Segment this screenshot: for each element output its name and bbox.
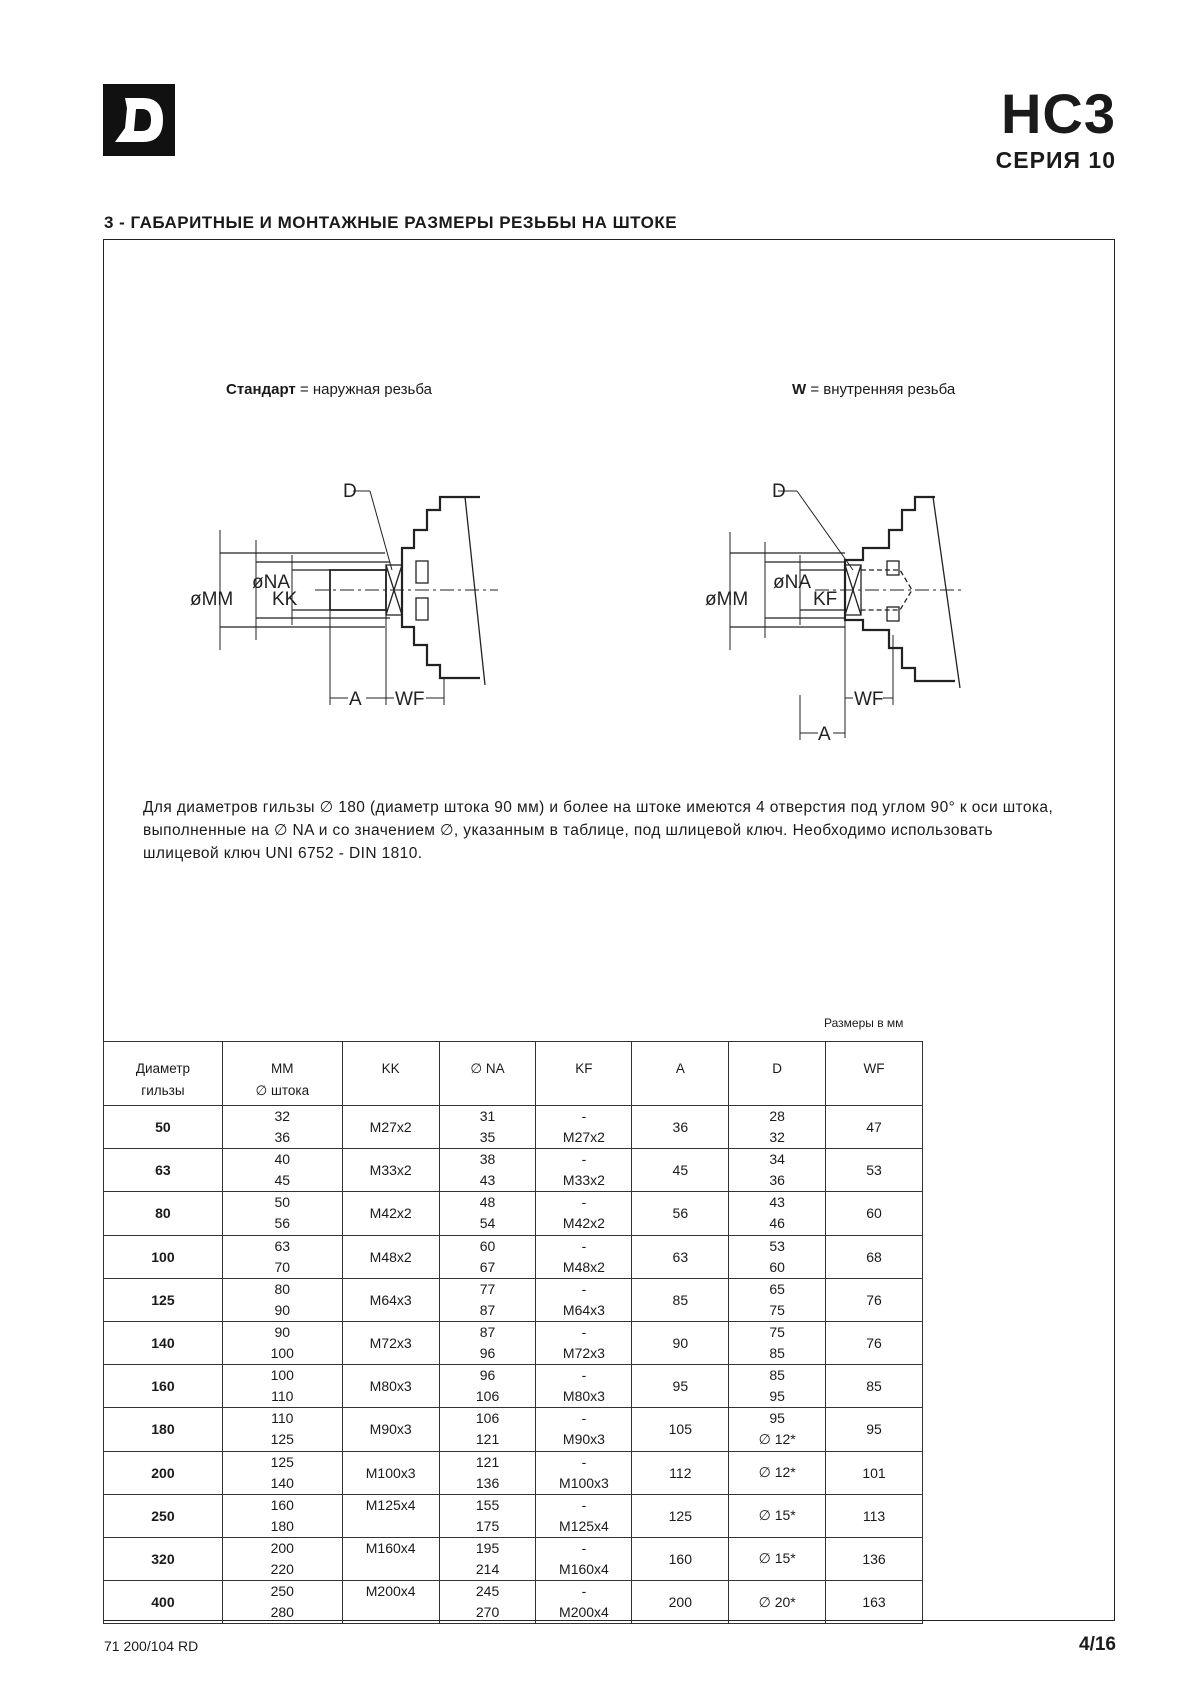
cell-bore <box>104 1537 223 1580</box>
table-row <box>104 1192 923 1235</box>
cell-a <box>632 1494 729 1537</box>
cell-mm-line1: 90 <box>274 1324 291 1341</box>
cell-kf-line1: - <box>581 1237 587 1254</box>
cell-na-line2: 54 <box>479 1215 496 1232</box>
header-mm-line1: MM <box>271 1061 294 1076</box>
cell-kf <box>536 1278 632 1321</box>
cell-a <box>632 1235 729 1278</box>
cell-kf-line1: - <box>581 1151 587 1168</box>
cell-mm-line1: 160 <box>270 1496 294 1513</box>
cell-d-line1: 43 <box>769 1194 785 1211</box>
cell-a-value: 63 <box>672 1248 689 1265</box>
table-row <box>104 1581 923 1624</box>
cell-mm-line2: 125 <box>270 1431 294 1448</box>
cell-kf <box>536 1494 632 1537</box>
cell-d <box>729 1321 826 1364</box>
cell-bore <box>104 1408 223 1451</box>
cell-a-value: 200 <box>668 1594 692 1611</box>
cell-kf-line1: - <box>581 1539 587 1556</box>
cell-wf-value: 60 <box>866 1205 882 1222</box>
cell-d-line1: 28 <box>769 1108 785 1125</box>
caption-w-bold: W <box>792 381 807 398</box>
cell-kk <box>342 1537 439 1580</box>
cell-kk-value: M48x2 <box>369 1248 412 1265</box>
header-bore-line2: гильзы <box>141 1083 185 1098</box>
cell-a <box>632 1537 729 1580</box>
cell-kk-value: M80x3 <box>369 1378 412 1395</box>
cell-kk-value: M42x2 <box>369 1205 412 1222</box>
cell-kf-line1: - <box>581 1453 587 1470</box>
cell-na-line2: 96 <box>479 1345 496 1362</box>
cell-bore-value: 50 <box>155 1119 171 1136</box>
company-logo <box>103 84 175 156</box>
cell-mm-line1: 80 <box>274 1280 291 1297</box>
cell-bore-value: 63 <box>155 1162 171 1179</box>
cell-wf <box>826 1192 923 1235</box>
cell-na-line2: 270 <box>475 1604 500 1621</box>
cell-bore-value: 320 <box>151 1550 175 1567</box>
cell-d <box>729 1192 826 1235</box>
cell-na <box>439 1106 536 1149</box>
cell-a <box>632 1149 729 1192</box>
table-body <box>104 1106 923 1624</box>
cell-d-value: ∅ 20* <box>758 1593 796 1610</box>
cell-kk <box>342 1451 439 1494</box>
cell-mm <box>222 1106 342 1149</box>
cell-d <box>729 1365 826 1408</box>
cell-na-line1: 106 <box>475 1410 500 1427</box>
cell-mm-line2: 36 <box>274 1129 291 1146</box>
table-row <box>104 1494 923 1537</box>
cell-bore <box>104 1106 223 1149</box>
cell-na <box>439 1235 536 1278</box>
cell-na-line2: 121 <box>475 1431 500 1448</box>
cell-mm-line2: 220 <box>270 1560 294 1577</box>
caption-standard <box>226 381 432 398</box>
cell-a-value: 112 <box>669 1464 692 1481</box>
cell-kk-value: M27x2 <box>369 1119 412 1136</box>
cell-kk <box>342 1235 439 1278</box>
cell-kk-value: M100x3 <box>365 1464 416 1481</box>
caption-standard-bold: Стандарт <box>226 381 296 398</box>
cell-d-line1: 95 <box>769 1410 785 1427</box>
header-bore-line1: Диаметр <box>135 1061 191 1076</box>
table-row <box>104 1451 923 1494</box>
cell-a-value: 56 <box>672 1205 689 1222</box>
cell-bore-value: 200 <box>151 1464 175 1481</box>
cell-mm-line1: 200 <box>270 1539 294 1556</box>
cell-mm-line2: 90 <box>274 1301 291 1318</box>
cell-mm-line1: 100 <box>270 1367 294 1384</box>
cell-d-value: ∅ 15* <box>758 1507 796 1524</box>
cell-wf-value: 136 <box>862 1550 886 1567</box>
cell-kf <box>536 1235 632 1278</box>
cell-a-value: 160 <box>668 1550 692 1567</box>
cell-kk <box>342 1581 439 1624</box>
cell-kf <box>536 1149 632 1192</box>
cell-a-value: 125 <box>668 1507 692 1524</box>
cell-a <box>632 1278 729 1321</box>
cell-bore <box>104 1235 223 1278</box>
drawing-external-thread <box>180 470 510 720</box>
cell-wf <box>826 1581 923 1624</box>
cell-d <box>729 1149 826 1192</box>
cell-na-line1: 96 <box>479 1367 496 1384</box>
cell-kf <box>536 1192 632 1235</box>
cell-kk-value: M160x4 <box>365 1539 416 1556</box>
cell-wf-value: 47 <box>866 1119 882 1136</box>
cell-bore-value: 180 <box>151 1421 175 1438</box>
cell-na-line2: 87 <box>479 1301 496 1318</box>
cell-wf-value: 85 <box>866 1378 882 1395</box>
cell-kk-value: M200x4 <box>365 1583 416 1600</box>
cell-d-line2: 32 <box>769 1129 785 1146</box>
cell-kf-line2: M125x4 <box>559 1517 609 1534</box>
cell-kk-value: M125x4 <box>365 1496 416 1513</box>
cell-mm-line2: 100 <box>270 1345 294 1362</box>
cell-d-value: ∅ 15* <box>758 1550 796 1567</box>
cell-d <box>729 1408 826 1451</box>
label-a: A <box>349 689 362 710</box>
cell-kf-line1: - <box>581 1280 587 1297</box>
label-mm: øMM <box>705 589 749 610</box>
cell-kf-line2: M90x3 <box>562 1431 605 1448</box>
drawing-internal-thread <box>705 470 975 750</box>
document-header <box>995 82 1116 174</box>
label-na: øNA <box>773 572 811 593</box>
cell-mm-line2: 140 <box>270 1474 294 1491</box>
cell-na <box>439 1278 536 1321</box>
cell-mm <box>222 1149 342 1192</box>
cell-kf-line1: - <box>581 1324 587 1341</box>
cell-mm <box>222 1537 342 1580</box>
cell-d-line2: ∅ 12* <box>758 1431 796 1448</box>
cell-d-line2: 46 <box>769 1215 785 1232</box>
cell-na-line1: 245 <box>475 1583 500 1600</box>
header-bore <box>104 1042 223 1106</box>
cell-bore <box>104 1451 223 1494</box>
cell-wf-value: 95 <box>866 1421 882 1438</box>
cell-na-line2: 175 <box>475 1517 500 1534</box>
cell-wf <box>826 1278 923 1321</box>
note-paragraph: Для диаметров гильзы ∅ 180 (диаметр штока 90 мм) и более на штоке имеются 4 отверстия под углом 90° к оси штока, выполненные на ∅ NA и со значением ∅, указанным в таблице, под шлицевой ключ. Необходимо использовать шлицевой ключ UNI 6752 - DIN 1810. <box>143 799 1054 862</box>
cell-a <box>632 1106 729 1149</box>
table-row <box>104 1235 923 1278</box>
cell-na-line1: 48 <box>479 1194 496 1211</box>
cell-d-line2: 95 <box>769 1388 785 1405</box>
cell-mm <box>222 1321 342 1364</box>
document-code: 71 200/104 RD <box>104 1638 199 1654</box>
cell-wf <box>826 1408 923 1451</box>
header-mm <box>222 1042 342 1106</box>
cell-kf <box>536 1365 632 1408</box>
cell-kk-value: M72x3 <box>369 1335 412 1352</box>
cell-kf-line1: - <box>581 1194 587 1211</box>
table-row <box>104 1537 923 1580</box>
cell-kf-line1: - <box>581 1410 587 1427</box>
cell-na <box>439 1192 536 1235</box>
cell-mm-line2: 70 <box>274 1258 291 1275</box>
cell-bore-value: 125 <box>151 1291 175 1308</box>
cell-d-value: ∅ 12* <box>758 1464 796 1481</box>
units-label: Размеры в мм <box>824 1016 904 1030</box>
label-mm: øMM <box>190 589 234 610</box>
cell-mm <box>222 1494 342 1537</box>
cell-kf <box>536 1106 632 1149</box>
cell-na-line2: 214 <box>475 1560 500 1577</box>
cell-na <box>439 1451 536 1494</box>
cell-a-value: 90 <box>672 1335 689 1352</box>
cell-na <box>439 1365 536 1408</box>
cell-na-line1: 31 <box>479 1108 496 1125</box>
cell-mm-line1: 40 <box>274 1151 291 1168</box>
cell-mm-line1: 125 <box>270 1453 294 1470</box>
cell-a-value: 45 <box>672 1162 689 1179</box>
label-kf: KF <box>813 589 838 610</box>
table-row <box>104 1321 923 1364</box>
cell-bore <box>104 1365 223 1408</box>
caption-w <box>792 381 955 398</box>
section-title: 3 - ГАБАРИТНЫЕ И МОНТАЖНЫЕ РАЗМЕРЫ РЕЗЬБЫ НА ШТОКЕ <box>104 213 678 232</box>
header-kk: KK <box>342 1042 439 1106</box>
cell-mm-line2: 110 <box>271 1388 294 1405</box>
cell-kk-value: M90x3 <box>369 1421 412 1438</box>
cell-wf-value: 53 <box>866 1162 882 1179</box>
cell-d-line2: 75 <box>769 1301 785 1318</box>
header-kf: KF <box>536 1042 632 1106</box>
cell-kf-line2: M80x3 <box>562 1388 605 1405</box>
cell-kk <box>342 1408 439 1451</box>
cell-bore <box>104 1192 223 1235</box>
cell-mm-line1: 110 <box>271 1410 294 1427</box>
table-header-row <box>104 1042 923 1106</box>
cell-kf-line1: - <box>581 1496 587 1513</box>
cell-d-line1: 34 <box>769 1151 785 1168</box>
cell-bore-value: 100 <box>151 1248 175 1265</box>
cell-na-line2: 35 <box>479 1129 496 1146</box>
cell-na-line2: 43 <box>479 1172 496 1189</box>
cell-bore-value: 160 <box>151 1378 175 1395</box>
cell-na-line2: 106 <box>475 1388 500 1405</box>
cell-mm <box>222 1408 342 1451</box>
cell-kf-line1: - <box>581 1583 587 1600</box>
cell-d <box>729 1235 826 1278</box>
cell-na-line2: 67 <box>479 1258 496 1275</box>
cell-bore-value: 250 <box>151 1507 175 1524</box>
cell-bore-value: 140 <box>151 1335 175 1352</box>
cell-wf <box>826 1451 923 1494</box>
page-number: 4/16 <box>1079 1634 1116 1655</box>
cell-kf-line2: M72x3 <box>562 1345 605 1362</box>
cell-bore-value: 400 <box>151 1594 175 1611</box>
cell-kf-line2: M33x2 <box>562 1172 605 1189</box>
cell-kk <box>342 1494 439 1537</box>
cell-d <box>729 1494 826 1537</box>
cell-kf-line2: M64x3 <box>562 1301 605 1318</box>
cell-a-value: 105 <box>668 1421 692 1438</box>
cell-na-line1: 195 <box>475 1539 500 1556</box>
cell-d-line1: 85 <box>769 1367 785 1384</box>
cell-na <box>439 1408 536 1451</box>
header-mm-line2: ∅ штока <box>255 1083 310 1098</box>
cell-bore <box>104 1581 223 1624</box>
table-row <box>104 1408 923 1451</box>
cell-a-value: 95 <box>672 1378 689 1395</box>
table-row <box>104 1365 923 1408</box>
header-wf: WF <box>826 1042 923 1106</box>
cell-mm-line1: 250 <box>270 1583 294 1600</box>
cell-na <box>439 1537 536 1580</box>
cell-na-line1: 38 <box>479 1151 496 1168</box>
cell-a <box>632 1451 729 1494</box>
label-wf: WF <box>395 689 425 710</box>
cell-d-line2: 36 <box>769 1172 785 1189</box>
series-label: СЕРИЯ 10 <box>995 147 1116 173</box>
cell-kf <box>536 1451 632 1494</box>
cell-kf <box>536 1321 632 1364</box>
cell-kf-line1: - <box>581 1367 587 1384</box>
cell-mm <box>222 1235 342 1278</box>
cell-kk-value: M33x2 <box>369 1162 412 1179</box>
cell-mm-line2: 280 <box>270 1604 294 1621</box>
cell-na <box>439 1494 536 1537</box>
cell-na-line1: 155 <box>475 1496 500 1513</box>
cell-d <box>729 1451 826 1494</box>
cell-d <box>729 1106 826 1149</box>
cell-d-line1: 75 <box>769 1324 785 1341</box>
cell-kk <box>342 1192 439 1235</box>
cell-wf <box>826 1365 923 1408</box>
cell-na-line1: 121 <box>475 1453 500 1470</box>
cell-d <box>729 1581 826 1624</box>
cell-bore <box>104 1278 223 1321</box>
cell-wf-value: 113 <box>862 1507 886 1524</box>
label-wf: WF <box>854 689 884 710</box>
cell-bore <box>104 1321 223 1364</box>
cell-wf <box>826 1321 923 1364</box>
cell-mm-line1: 63 <box>274 1237 291 1254</box>
cell-na-line2: 136 <box>475 1474 500 1491</box>
cell-kk <box>342 1321 439 1364</box>
cell-kf-line2: M100x3 <box>559 1474 609 1491</box>
cell-wf <box>826 1235 923 1278</box>
cell-d-line1: 65 <box>769 1280 785 1297</box>
cell-kk <box>342 1365 439 1408</box>
cell-a <box>632 1365 729 1408</box>
cell-kf-line2: M27x2 <box>562 1129 605 1146</box>
cell-bore-value: 80 <box>155 1205 171 1222</box>
cell-kf <box>536 1537 632 1580</box>
cell-d-line2: 60 <box>769 1258 785 1275</box>
cell-kf-line2: M48x2 <box>562 1258 605 1275</box>
cell-a <box>632 1581 729 1624</box>
cell-kk <box>342 1106 439 1149</box>
cell-wf <box>826 1106 923 1149</box>
cell-kf-line2: M42x2 <box>562 1215 605 1232</box>
cell-wf-value: 68 <box>866 1248 882 1265</box>
cell-a <box>632 1321 729 1364</box>
cell-mm-line2: 56 <box>274 1215 291 1232</box>
table-row <box>104 1278 923 1321</box>
cell-mm <box>222 1192 342 1235</box>
cell-wf <box>826 1537 923 1580</box>
cell-mm <box>222 1451 342 1494</box>
cell-kf-line1: - <box>581 1108 587 1125</box>
cell-na-line1: 87 <box>479 1324 496 1341</box>
cell-mm-line2: 180 <box>270 1517 294 1534</box>
cell-wf-value: 163 <box>862 1594 886 1611</box>
cell-mm-line2: 45 <box>274 1172 291 1189</box>
cell-a-value: 85 <box>672 1291 689 1308</box>
header-a: A <box>632 1042 729 1106</box>
cell-d-line1: 53 <box>769 1237 785 1254</box>
cell-mm-line1: 50 <box>274 1194 291 1211</box>
cell-mm-line1: 32 <box>274 1108 291 1125</box>
caption-standard-text: = наружная резьба <box>295 381 432 398</box>
label-d: D <box>772 481 786 502</box>
cell-mm <box>222 1365 342 1408</box>
cell-a <box>632 1408 729 1451</box>
caption-w-text: = внутренняя резьба <box>806 381 956 398</box>
cell-kf-line2: M200x4 <box>559 1604 609 1621</box>
model-name: HC3 <box>1000 82 1116 145</box>
header-d: D <box>729 1042 826 1106</box>
cell-d <box>729 1537 826 1580</box>
cell-bore <box>104 1149 223 1192</box>
cell-wf-value: 76 <box>866 1291 882 1308</box>
cell-kk-value: M64x3 <box>369 1291 412 1308</box>
label-na: øNA <box>252 572 290 593</box>
cell-na <box>439 1321 536 1364</box>
cell-kf-line2: M160x4 <box>559 1560 609 1577</box>
header-na: ∅ NA <box>439 1042 536 1106</box>
label-kk: KK <box>272 589 298 610</box>
cell-mm <box>222 1278 342 1321</box>
cell-wf-value: 101 <box>862 1464 886 1481</box>
table-row <box>104 1106 923 1149</box>
cell-wf <box>826 1494 923 1537</box>
cell-a-value: 36 <box>672 1119 689 1136</box>
cell-na <box>439 1149 536 1192</box>
label-a: A <box>818 724 831 745</box>
cell-kf <box>536 1408 632 1451</box>
cell-wf-value: 76 <box>866 1335 882 1352</box>
cell-mm <box>222 1581 342 1624</box>
cell-kk <box>342 1149 439 1192</box>
table-row <box>104 1149 923 1192</box>
cell-bore <box>104 1494 223 1537</box>
cell-na-line1: 77 <box>479 1280 496 1297</box>
cell-wf <box>826 1149 923 1192</box>
cell-d-line2: 85 <box>769 1345 785 1362</box>
label-d: D <box>343 481 357 502</box>
cell-d <box>729 1278 826 1321</box>
cell-na <box>439 1581 536 1624</box>
cell-kf <box>536 1581 632 1624</box>
cell-kk <box>342 1278 439 1321</box>
dimensions-table <box>103 1041 923 1624</box>
cell-na-line1: 60 <box>479 1237 496 1254</box>
cell-a <box>632 1192 729 1235</box>
